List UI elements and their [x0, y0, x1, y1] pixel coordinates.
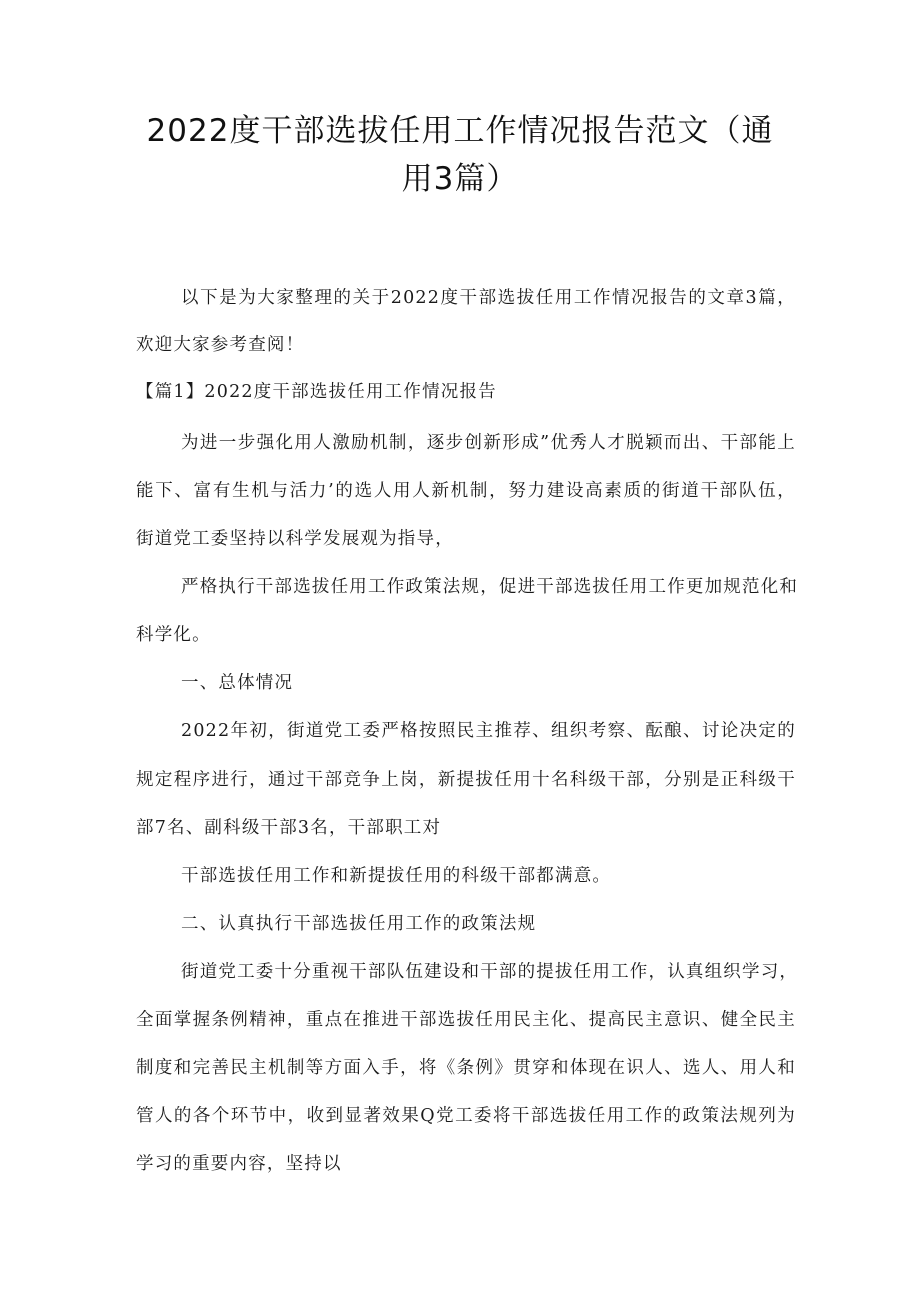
- document-title-line-1: 2022度干部选拔任用工作情况报告范文（通: [146, 113, 774, 149]
- paragraph-line: 街道党工委十分重视干部队伍建设和干部的提拔任用工作，认真组织学习，: [181, 962, 799, 982]
- paragraph-line: 以下是为大家整理的关于2022度干部选拔任用工作情况报告的文章3篇，: [181, 288, 796, 308]
- paragraph-line: 全面掌握条例精神，重点在推进干部选拔任用民主化、提高民主意识、健全民主: [136, 1010, 796, 1030]
- paragraph-line: 2022年初，街道党工委严格按照民主推荐、组织考察、酝酿、讨论决定的: [181, 721, 796, 741]
- paragraph-line: 能下、富有生机与活力’的选人用人新机制，努力建设高素质的街道干部队伍，: [136, 481, 796, 501]
- paragraph-line: 制度和完善民主机制等方面入手，将《条例》贯穿和体现在识人、选人、用人和: [136, 1058, 796, 1078]
- paragraph-line: 部7名、副科级干部3名，干部职工对: [136, 818, 442, 838]
- subheading: 二、认真执行干部选拔任用工作的政策法规: [181, 914, 537, 934]
- paragraph-line: 干部选拔任用工作和新提拔任用的科级干部都满意。: [181, 866, 612, 886]
- section-heading: 【篇1】2022度干部选拔任用工作情况报告: [136, 382, 497, 402]
- subheading: 一、总体情况: [181, 673, 294, 693]
- paragraph-line: 严格执行干部选拔任用工作政策法规，促进干部选拔任用工作更加规范化和: [181, 577, 799, 597]
- paragraph-line: 为进一步强化用人激励机制，逐步创新形成”优秀人才脱颖而出、干部能上: [181, 433, 796, 453]
- paragraph-line: 欢迎大家参考查阅！: [136, 335, 305, 355]
- document-title-line-2: 用3篇）: [401, 161, 519, 197]
- paragraph-line: 管人的各个环节中，收到显著效果Q党工委将干部选拔任用工作的政策法规列为: [136, 1106, 796, 1126]
- paragraph-line: 科学化。: [136, 625, 211, 645]
- paragraph-line: 规定程序进行，通过干部竞争上岗，新提拔任用十名科级干部，分别是正科级干: [136, 770, 796, 790]
- paragraph-line: 街道党工委坚持以科学发展观为指导，: [136, 529, 454, 549]
- paragraph-line: 学习的重要内容，坚持以: [136, 1154, 342, 1174]
